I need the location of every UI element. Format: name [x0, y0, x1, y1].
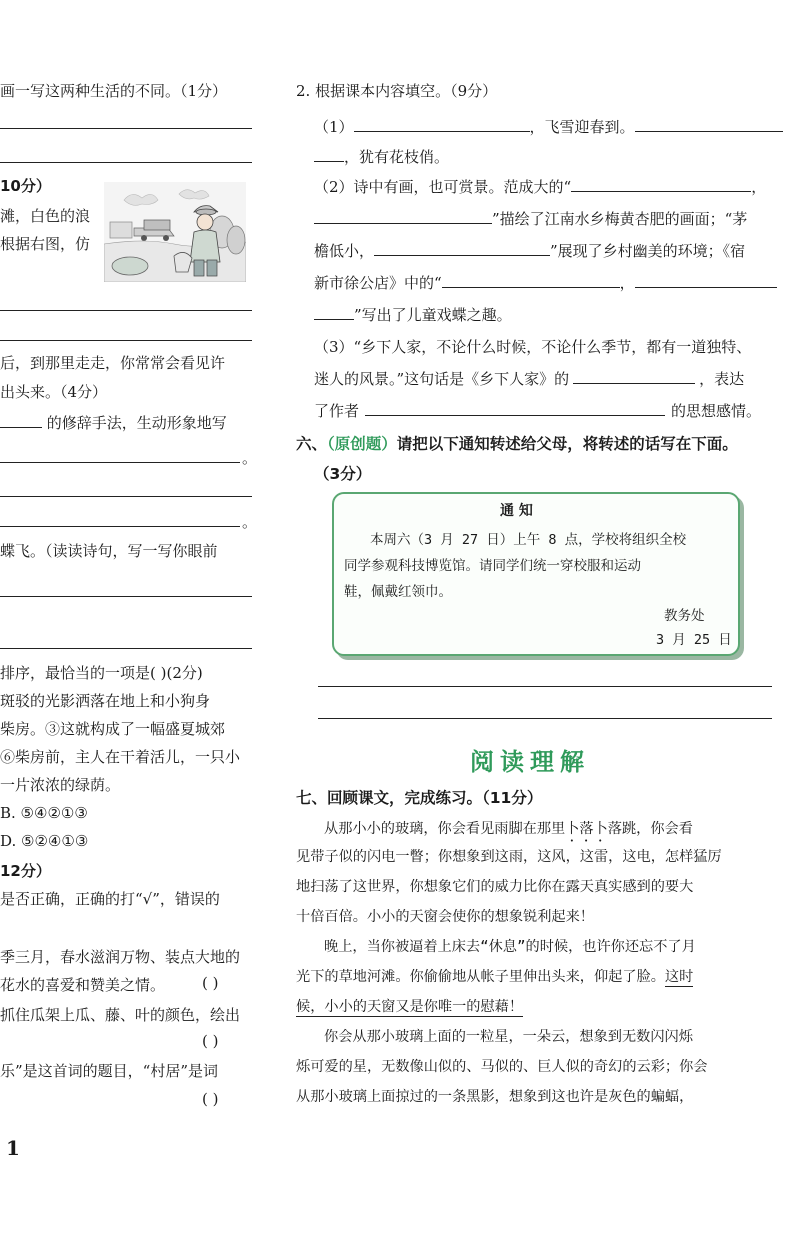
q2-text: （2）诗中有画，也可赏景。范成大的“	[314, 178, 572, 196]
passage-line: 见带子似的闪电一瞥；你想象到这雨，这风，这雷，这电，怎样猛厉	[296, 849, 722, 865]
q2-2-line2	[314, 208, 747, 229]
q2-2-line3	[314, 240, 745, 261]
blank[interactable]	[374, 240, 550, 256]
notice-date: 3 月 25 日	[656, 632, 732, 648]
left-text: 滩，白色的浪	[0, 207, 91, 225]
answer-line[interactable]	[318, 686, 772, 687]
q6-score: （3分）	[314, 465, 372, 483]
answer-line[interactable]	[0, 496, 252, 497]
emphasis-dots: 卜落卜	[565, 821, 608, 837]
q6-text: 请把以下通知转述给父母，将转述的话写在下面。	[396, 435, 738, 453]
blank[interactable]	[635, 116, 783, 132]
page-number: 1	[6, 1136, 20, 1160]
passage-line: 你会从那小玻璃上面的一粒星，一朵云，想象到无数闪闪烁	[324, 1029, 693, 1045]
passage-text: 光下的草地河滩。你偷偷地从帐子里伸出头来，仰起了脸。	[296, 969, 665, 985]
q2-2-line	[314, 176, 766, 197]
q2-text: 了作者	[314, 402, 360, 420]
left-text: 后，到那里走走，你常常会看见许	[0, 354, 226, 372]
passage-text: 从那小小的玻璃，你会看见雨脚在那里	[324, 821, 566, 837]
left-q-score: 12分）	[0, 862, 51, 880]
left-text: 季三月，春水滋润万物、装点大地的	[0, 948, 241, 966]
option-d[interactable]: D. ⑤②④①③	[0, 832, 89, 850]
q2-title: 2. 根据课本内容填空。（9分）	[296, 82, 498, 100]
period: 。	[242, 513, 258, 531]
passage-line: 地扫荡了这世界，你想象它们的威力比你在露天真实感到的要大	[296, 879, 694, 895]
blank[interactable]	[354, 116, 530, 132]
q6-number: 六、	[296, 435, 328, 453]
blank[interactable]	[442, 272, 620, 288]
left-text: 斑驳的光影洒落在地上和小狗身	[0, 692, 211, 710]
q2-text: ，飞雪迎春到。	[529, 118, 635, 136]
q2-2-line5	[314, 304, 512, 325]
answer-line[interactable]	[0, 596, 252, 597]
left-text: 花水的喜爱和赞美之情。	[0, 976, 166, 994]
underlined-text: 候，小小的天窗又是你唯一的慰藉！	[296, 999, 524, 1015]
answer-line[interactable]	[0, 526, 240, 527]
judge-paren[interactable]: ( )	[202, 1032, 219, 1050]
passage-line	[296, 996, 523, 1016]
section-title: 阅读理解	[470, 748, 590, 776]
q2-2-line4	[314, 272, 777, 293]
q2-text: ”展现了乡村幽美的环境；《宿	[550, 242, 746, 260]
answer-line[interactable]	[0, 128, 252, 129]
q2-text: 迷人的风景。”这句话是《乡下人家》的	[314, 370, 570, 388]
blank[interactable]	[635, 272, 777, 288]
blank[interactable]	[365, 400, 665, 416]
blank[interactable]	[571, 176, 751, 192]
notice-sender: 教务处	[664, 608, 705, 624]
passage-line: 从那小玻璃上面掠过的一条黑影，想象到这也许是灰色的蝙蝠，	[296, 1089, 694, 1105]
q2-text: ，	[751, 178, 767, 196]
left-text: 一片浓浓的绿荫。	[0, 776, 121, 794]
left-text	[0, 412, 227, 433]
blank[interactable]	[314, 208, 492, 224]
q2-text: 的思想感情。	[671, 402, 762, 420]
q2-3-line2	[314, 368, 744, 389]
period: 。	[242, 449, 258, 467]
q2-text: ，	[619, 274, 635, 292]
blank[interactable]	[314, 304, 354, 320]
left-text: 根据右图，仿	[0, 235, 91, 253]
left-text: 抓住瓜架上瓜、藤、叶的颜色，绘出	[0, 1006, 241, 1024]
judge-paren[interactable]: ( )	[202, 974, 219, 992]
left-text: 出头来。（4分）	[0, 383, 108, 401]
left-text: 的修辞手法，生动形象地写	[46, 414, 227, 432]
original-tag: （原创题）	[327, 435, 397, 453]
q2-text: ，犹有花枝俏。	[344, 148, 450, 166]
q2-text: ，表达	[699, 370, 745, 388]
answer-line[interactable]	[0, 162, 252, 163]
notice-body: 本周六（3 月 27 日）上午 8 点，学校将组织全校	[370, 532, 687, 548]
notice-body: 鞋，佩戴红领巾。	[344, 584, 452, 600]
left-text: 排序，最恰当的一项是( )(2分)	[0, 664, 203, 682]
answer-line[interactable]	[0, 648, 252, 649]
left-text: 蝶飞。（读读诗句，写一写你眼前	[0, 542, 218, 560]
underlined-text: 这时	[664, 969, 694, 985]
q2-text: ”写出了儿童戏蝶之趣。	[354, 306, 512, 324]
answer-line[interactable]	[0, 340, 252, 341]
passage-line	[324, 818, 693, 845]
answer-line[interactable]	[0, 462, 240, 463]
q2-1-line2	[314, 146, 449, 167]
notice-title: 通 知	[500, 503, 533, 519]
passage-line: 晚上，当你被逼着上床去“休息”的时候，也许你还忘不了月	[324, 939, 696, 955]
q2-text: ”描绘了江南水乡梅黄杏肥的画面；“茅	[492, 210, 748, 228]
q2-1-line	[314, 116, 783, 137]
q7-heading: 七、回顾课文，完成练习。（11分）	[296, 789, 543, 807]
passage-line: 烁可爱的星，无数像山似的、马似的、巨人似的奇幻的云彩；你会	[296, 1059, 708, 1075]
judge-paren[interactable]: ( )	[202, 1090, 219, 1108]
notice-body: 同学参观科技博览馆。请同学们统一穿校服和运动	[344, 558, 641, 574]
farmer-illustration	[104, 182, 246, 282]
left-text: ⑥柴房前，主人在干着活儿，一只小	[0, 748, 241, 766]
blank[interactable]	[573, 368, 695, 384]
left-q-line-1: 画一写这两种生活的不同。（1分）	[0, 82, 228, 100]
q2-text: 新市徐公店》中的“	[314, 274, 442, 292]
blank[interactable]	[314, 146, 344, 162]
passage-line	[296, 966, 693, 986]
q2-text: 檐低小，	[314, 242, 375, 260]
left-q-score: 10分）	[0, 177, 51, 195]
answer-line[interactable]	[318, 718, 772, 719]
q6-heading	[296, 432, 738, 454]
answer-line[interactable]	[0, 310, 252, 311]
blank[interactable]	[0, 412, 42, 428]
passage-text: 落跳，你会看	[607, 821, 693, 837]
q2-3-line: （3）“乡下人家，不论什么时候，不论什么季节，都有一道独特、	[314, 338, 752, 356]
passage-line: 十倍百倍。小小的天窗会使你的想象锐利起来！	[296, 909, 594, 925]
left-text: 乐”是这首词的题目，“村居”是词	[0, 1062, 219, 1080]
left-text: 是否正确，正确的打“√”，错误的	[0, 890, 220, 908]
left-text: 柴房。③这就构成了一幅盛夏城郊	[0, 720, 226, 738]
q2-3-line3	[314, 400, 761, 421]
q2-label: （1）	[314, 118, 354, 136]
option-b[interactable]: B. ⑤④②①③	[0, 804, 88, 822]
